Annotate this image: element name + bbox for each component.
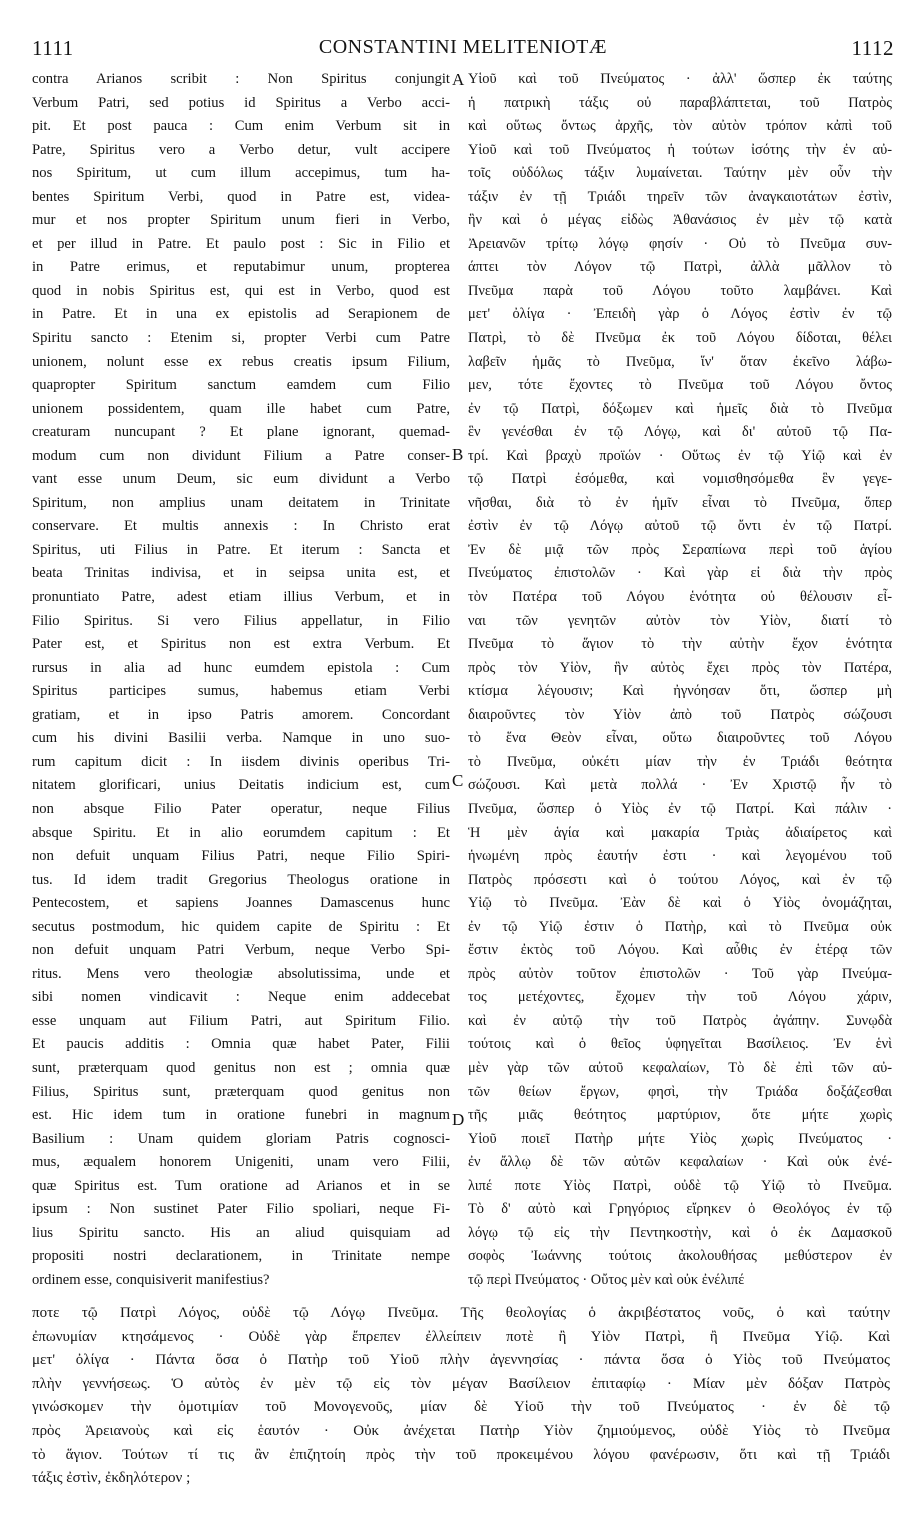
greek-text-line: ἡνωμένη πρὸς ἑαυτήν ἐστι · καὶ λεγομένου τοῦ [468, 848, 892, 865]
greek-text-line: τάξιν ἐν τῇ Τριάδι τηρεῖν τῶν ἀναγκαιοτάτων ἐστὶν, [468, 188, 892, 205]
latin-text-line: mur et nos propter Spiritum unum fieri in Verbo, [32, 212, 450, 229]
latin-column [32, 68, 450, 1292]
latin-text-line: quapropter Spiritum sanctum eamdem cum Filio [32, 377, 450, 394]
latin-text-line: est. Hic idem tum in oratione funebri in magnum [32, 1107, 450, 1124]
greek-text-line: Πνεῦμα, ὥσπερ ὁ Υἱὸς ἐν τῷ Πατρί. Καὶ πάλιν · [468, 800, 892, 817]
full-width-text-line: ἐπωνυμίαν κτησάμενος · Οὐδὲ γὰρ ἔπρεπεν ἐλλείπειν ποτὲ ἢ Υἱὸν Πατρὶ, ἢ Πνεῦμα Υἱῷ. Καὶ [32, 1328, 890, 1345]
latin-text-line: ritus. Mens vero theologiæ absolutissima, unde et [32, 965, 450, 982]
greek-text-line: Υἱῷ τὸ Πνεῦμα. Ἐὰν δὲ καὶ ὁ Υἱὸς ὀνομάζηται, [468, 895, 892, 912]
latin-text-line: ordinem esse, conquisiverit manifestius? [32, 1271, 270, 1288]
greek-text-line: ἐστὶν ἐν τῷ Λόγῳ αὐτοῦ τῷ ὄντι ἐν τῷ Πατρί. [468, 518, 892, 535]
full-width-text-line: πρὸς Ἀρειανοὺς καὶ εἰς ἑαυτόν · Οὐκ ἀνέχεται Πατὴρ Υἱὸν ζημιούμενος, οὐδὲ Υἱὸς τὸ Πνεῦμα [32, 1422, 890, 1439]
greek-text-line: ἡ πατρικὴ τάξις οὐ παραβλάπτεται, τοῦ Πατρὸς [468, 94, 892, 111]
greek-text-line: νῆσθαι, διὰ τὸ ἐν ἡμῖν εἶναι τὸ Πνεῦμα, ὅπερ [468, 494, 892, 511]
greek-text-line: τος μετέχοντες, ἔχομεν τὴν τοῦ Λόγου χάριν, [468, 989, 892, 1006]
page-number-left: 1111 [32, 36, 74, 60]
latin-text-line: in Patre. Et in una ex epistolis ad Serapionem de [32, 306, 450, 323]
greek-text-line: ἣν καὶ ὁ μέγας εἰδὼς Ἀθανάσιος ἐν μὲν τῷ κατὰ [468, 212, 892, 229]
section-marker-b: B [452, 445, 464, 464]
greek-text-line: τῆς μιᾶς θεότητος μαρτύριον, ὅτε μήτε χωρὶς [468, 1107, 892, 1124]
greek-text-line: ἔστιν ἐκτὸς τοῦ Λόγου. Καὶ αὖθις ἐν ἑτέρᾳ τῶν [468, 942, 892, 959]
greek-text-line: τὸ Πνεῦμα, οὐκέτι μίαν τὴν ἐν Τριάδι θεότητα [468, 753, 892, 770]
latin-text-line: vant esse unum Deum, sic eum dividunt a Verbo [32, 471, 450, 488]
latin-text-line: et per illud in Patre. Et paulo post : Sic in Filio et [32, 235, 450, 252]
greek-text-line: Υἱοῦ ποιεῖ Πατὴρ μήτε Υἱὸς χωρὶς Πνεύματος · [468, 1130, 892, 1147]
greek-text-line: ἐν τῷ Υἱῷ ἐστιν ὁ Πατὴρ, καὶ τὸ Πνεῦμα οὐκ [468, 918, 892, 935]
greek-text-line: μὲν γὰρ τῶν αὐτοῦ κεφαλαίων, Τὸ δὲ ἐπὶ τῶν αὐ- [468, 1059, 892, 1076]
greek-text-line: Ἀρειανῶν τρίτῳ λόγῳ φησίν · Οὐ τὸ Πνεῦμα συν- [468, 235, 892, 252]
latin-text-line: rum capitum dicit : In iisdem divinis operibus Tri- [32, 753, 450, 770]
latin-text-line: Et paucis additis : Omnia quæ habet Pater, Filii [32, 1036, 450, 1053]
greek-text-line: λαβεῖν ἡμᾶς τὸ Πνεῦμα, ἵν' ὅταν ἐκεῖνο λάβω- [468, 353, 892, 370]
greek-text-line: Πνεῦμα παρὰ τοῦ Λόγου τοῦτο λαμβάνει. Καὶ [468, 282, 892, 299]
greek-text-line: σώζουσι. Καὶ μετὰ πολλά · Ἐν Χριστῷ ἦν τὸ [468, 777, 892, 794]
latin-text-line: Filio Spiritus. Si vero Filius appellatur, in Filio [32, 612, 450, 629]
greek-text-line: καὶ ἐν αὐτῷ τὴν τοῦ Πατρὸς ἀγάπην. Συνῳδὰ [468, 1012, 892, 1029]
full-width-text-line: γινώσκομεν τὴν ὁμοτιμίαν τοῦ Μονογενοῦς, μίαν δὲ Υἱοῦ τὴν τοῦ Πνεύματος · ἐν δὲ τῷ [32, 1399, 890, 1416]
latin-text-line: bentes Spiritum Verbi, quod in Patre est, videa- [32, 188, 450, 205]
greek-text-line: πρὸς τὸν Υἱὸν, ἣν αὐτὸς ἔχει πρὸς τὸν Πατέρα, [468, 659, 892, 676]
greek-text-line: Πατρὸς πρόσεστι καὶ ὁ τούτου Λόγος, καὶ ἐν τῷ [468, 871, 892, 888]
greek-text-line: Ἡ μὲν ἁγία καὶ μακαρία Τριὰς ἀδιαίρετος καὶ [468, 824, 892, 841]
latin-text-line: contra Arianos scribit : Non Spiritus conjungit [32, 71, 450, 87]
greek-text-line: Πνεῦμα τὸ ἅγιον τὸ τὴν αὐτὴν ἔχον ἑνότητα [468, 636, 892, 653]
greek-text-line: λιπέ ποτε Υἱὸς Πατρὶ, οὐδὲ τῷ Υἱῷ τὸ Πνεῦμα. [468, 1177, 892, 1194]
latin-text-line: Filius, Spiritus sunt, præterquam quod genitus non [32, 1083, 450, 1100]
latin-text-line: non absque Filio Pater operatur, neque Filius [32, 800, 450, 817]
latin-text-line: ipsum : Non sustinet Pater Filio spoliari, neque Fi- [32, 1201, 450, 1218]
greek-text-line: κτίσμα λέγουσιν; Καὶ ἠγνόησαν ὅτι, ὥσπερ μὴ [468, 683, 892, 700]
latin-text-line: pit. Et post pauca : Cum enim Verbum sit in [32, 118, 450, 135]
greek-text-line: τοῖς οὐδόλως τάξιν λυμαίνεται. Ταύτην μὲν οὖν τὴν [468, 165, 892, 182]
latin-text-line: Patre, Spiritus vero a Verbo detur, vult accipere [32, 141, 450, 158]
latin-text-line: sunt, præterquam quod genitus non est ; omnia quæ [32, 1059, 450, 1076]
latin-text-line: quæ Spiritus est. Tum oratione ad Arianos et in se [32, 1177, 450, 1194]
latin-text-line: unionem possidentem, quam ille habet cum Patre, [32, 400, 450, 417]
latin-text-line: conservare. Et multis annexis : In Christo erat [32, 518, 450, 535]
greek-text-line: τρί. Καὶ βραχὺ προϊών · Οὕτως ἐν τῷ Υἱῷ καὶ ἐν [468, 447, 892, 464]
latin-text-line: pronuntiato Patre, adest etiam illius Verbum, et in [32, 589, 450, 606]
greek-text-line: τῷ Πατρὶ ἐσόμεθα, καὶ νομισθησόμεθα ἓν γεγε- [468, 471, 892, 488]
greek-text-line: Υἱοῦ καὶ τοῦ Πνεύματος ἡ τούτων ἰσότης τὴν ἐν αὐ- [468, 141, 892, 158]
latin-text-line: unionem, nolunt esse ex rebus creatis ipsum Filium, [32, 353, 450, 370]
latin-text-line: in Patre erimus, et reputabimur unum, propterea [32, 259, 450, 276]
latin-text-line: creaturam nuncupant ? Et plane ignorant, quemad- [32, 424, 450, 441]
latin-text-line: esse unquam aut Filium Patri, aut Spiritum Filio. [32, 1012, 450, 1029]
greek-text-line: τὸ ἕνα Θεὸν εἶναι, οὕτω διαιροῦντες τοῦ Λόγου [468, 730, 892, 747]
greek-text-line: διαιροῦντες τὸν Υἱὸν ἀπὸ τοῦ Πατρὸς σώζουσι [468, 706, 892, 723]
page-number-right: 1112 [851, 36, 894, 60]
greek-text-line: πρὸς αὐτὸν τοῦτον ἐπιστολῶν · Τοῦ γὰρ Πνεύμα- [468, 965, 892, 982]
greek-text-line: ἐν ἄλλῳ δὲ τῶν αὐτῶν κεφαλαίων · Καὶ οὐκ ἐνέ- [468, 1154, 892, 1171]
latin-text-line: secutus postmodum, hic quidem capite de Spiritu : Et [32, 918, 450, 935]
section-marker-d: D [452, 1110, 465, 1129]
greek-text-line: καὶ οὕτως ὄντως ἀρχῆς, τὸν αὐτὸν τρόπον κἀπὶ τοῦ [468, 118, 892, 135]
latin-text-line: lius Spiritu sancto. His an aliud quisquiam ad [32, 1224, 450, 1241]
running-title: CONSTANTINI MELITENIOTÆ [318, 36, 608, 58]
greek-text-line: Τὸ δ' αὐτὸ καὶ Γρηγόριος εἴρηκεν ὁ Θεολόγος ἐν τῷ [468, 1201, 892, 1218]
latin-text-line: mus, æqualem honorem Unigeniti, unam vero Filii, [32, 1154, 450, 1171]
greek-text-line: Πατρὶ, τὸ δὲ Πνεῦμα ἐκ τοῦ Λόγου δίδοται, θέλει [468, 330, 892, 347]
greek-text-line: σοφὸς Ἰωάννης τούτοις ἀκολουθήσας μεθύστερον ἐν [468, 1248, 892, 1265]
greek-text-line: Υἱοῦ καὶ τοῦ Πνεύματος · ἀλλ' ὥσπερ ἐκ ταύτης [468, 71, 892, 87]
full-width-text-line: τὸ ἅγιον. Τούτων τί τις ἂν ἐπιζητοίη πρὸς τὴν τοῦ προκειμένου λόγου φανέρωσιν, ὅτι καὶ τῇ Τριάδι [32, 1446, 890, 1463]
greek-text-line: τούτοις καὶ ὁ θεῖος ὑφηγεῖται Βασίλειος. Ἐν ἑνὶ [468, 1036, 892, 1053]
full-width-text-line: τάξις ἐστὶν, ἐκδηλότερον ; [32, 1470, 191, 1487]
latin-text-line: cum his divini Basilii verba. Namque in uno suo- [32, 730, 450, 747]
latin-text-line: Spiritu sancto : Etenim si, propter Verbi cum Patre [32, 330, 450, 347]
greek-text-line: Ἐν δὲ μιᾷ τῶν πρὸς Σεραπίωνα περὶ τοῦ ἁγίου [468, 541, 892, 558]
greek-text-line: τῶν θείων ἔργων, φησὶ, τὴν Τριάδα δοξάζεσθαι [468, 1083, 892, 1100]
full-width-text-line: ποτε τῷ Πατρὶ Λόγος, οὐδὲ τῷ Λόγῳ Πνεῦμα. Τῆς θεολογίας ὁ ἀκριβέστατος νοῦς, ὁ καὶ ταύτην [32, 1305, 890, 1321]
latin-text-line: absque Spiritu. Et in alio eorumdem capitum : Et [32, 824, 450, 841]
greek-text-line: μεν, τότε ἔχοντες τὸ Πνεῦμα τοῦ Λόγου ὄντος [468, 377, 892, 394]
latin-text-line: Verbum Patri, sed potius id Spiritus a Verbo acci- [32, 94, 450, 111]
latin-text-line: rursus in alia ad hunc eumdem epistola : Cum [32, 659, 450, 676]
latin-text-line: propositi nostri declarationem, in Trinitate nempe [32, 1248, 450, 1265]
latin-text-line: nitatem glorificari, unius Deitatis indicium est, cum [32, 777, 450, 794]
latin-text-line: modum cum non dividunt Filium a Patre conser- [32, 447, 450, 464]
latin-text-line: nos Spiritum, ut cum illum accepimus, tum ha- [32, 165, 450, 182]
latin-text-line: gratiam, et in ipso Patris amorem. Concordant [32, 706, 450, 723]
latin-text-line: quod in nobis Spiritus est, qui est in Verbo, quod est [32, 282, 450, 299]
greek-text-line: άπτει τὸν Λόγον τῷ Πατρὶ, ἀλλὰ μᾶλλον τὸ [468, 259, 892, 276]
latin-text-line: Spiritum, non amplius unam deitatem in Trinitate [32, 494, 450, 511]
latin-text-line: non defuit unquam Patri Verbum, neque Verbo Spi- [32, 942, 450, 959]
greek-text-line: τῷ περὶ Πνεύματος · Οὔτος μὲν καὶ οὐκ ἐνέλιπέ [468, 1271, 745, 1288]
greek-text-line: μετ' ὀλίγα · Ἐπειδὴ γὰρ ὁ Λόγος ἐστὶν ἐν τῷ [468, 306, 892, 323]
latin-text-line: Spiritus, uti Filius in Patre. Et iterum : Sancta et [32, 541, 450, 558]
latin-text-line: Spiritus participes sumus, habemus etiam Verbi [32, 683, 450, 700]
latin-text-line: beata Trinitas indivisa, et in seipsa unita est, et [32, 565, 450, 582]
latin-text-line: sibi nomen vindicavit : Neque enim addecebat [32, 989, 450, 1006]
latin-text-line: non defuit unquam Filius Patri, neque Filio Spiri- [32, 848, 450, 865]
greek-text-line: ἓν γενέσθαι ἐν τῷ Λόγῳ, καὶ δι' αὐτοῦ τῷ Πα- [468, 424, 892, 441]
latin-text-line: tus. Id idem tradit Gregorius Theologus oratione in [32, 871, 450, 888]
greek-text-line: τὸν Πατέρα τοῦ Λόγου ἑνότητα οὐ θέλουσιν εἶ- [468, 589, 892, 606]
greek-text-line: λόγῳ τῷ εἰς τὴν Πεντηκοστὴν, καὶ ὁ ἐκ Δαμασκοῦ [468, 1224, 892, 1241]
running-head [32, 36, 894, 66]
section-marker-c: C [452, 771, 464, 790]
greek-text-line: Πνεύματος ἐπιστολῶν · Καὶ γὰρ εἰ διὰ τὴν πρὸς [468, 565, 892, 582]
latin-text-line: Basilium : Unam quidem gloriam Patris cognosci- [32, 1130, 450, 1147]
full-width-greek-text [32, 1302, 890, 1491]
greek-column [468, 68, 892, 1292]
full-width-text-line: πλὴν γεννήσεως. Ὁ αὐτὸς ἐν μὲν τῷ εἰς τὸν μέγαν Βασίλειον ἐπιταφίῳ · Μίαν μὲν δόξαν Πατρὸς [32, 1375, 890, 1392]
section-marker-a: A [452, 70, 465, 89]
latin-text-line: Pentecostem, et sapiens Joannes Damascenus hunc [32, 895, 450, 912]
greek-text-line: ναι τῶν γενητῶν αὐτὸν τὸν Υἱὸν, διατί τὸ [468, 612, 892, 629]
greek-text-line: ἐν τῷ Πατρὶ, δόξωμεν καὶ ἡμεῖς διὰ τὸ Πνεῦμα [468, 400, 892, 417]
latin-text-line: Pater est, et Spiritus non est extra Verbum. Et [32, 636, 450, 653]
full-width-text-line: μετ' ὀλίγα · Πάντα ὅσα ὁ Πατὴρ τοῦ Υἱοῦ πλὴν ἀγεννησίας · πάντα ὅσα ὁ Υἱὸς τοῦ Πνεύματος [32, 1352, 890, 1369]
